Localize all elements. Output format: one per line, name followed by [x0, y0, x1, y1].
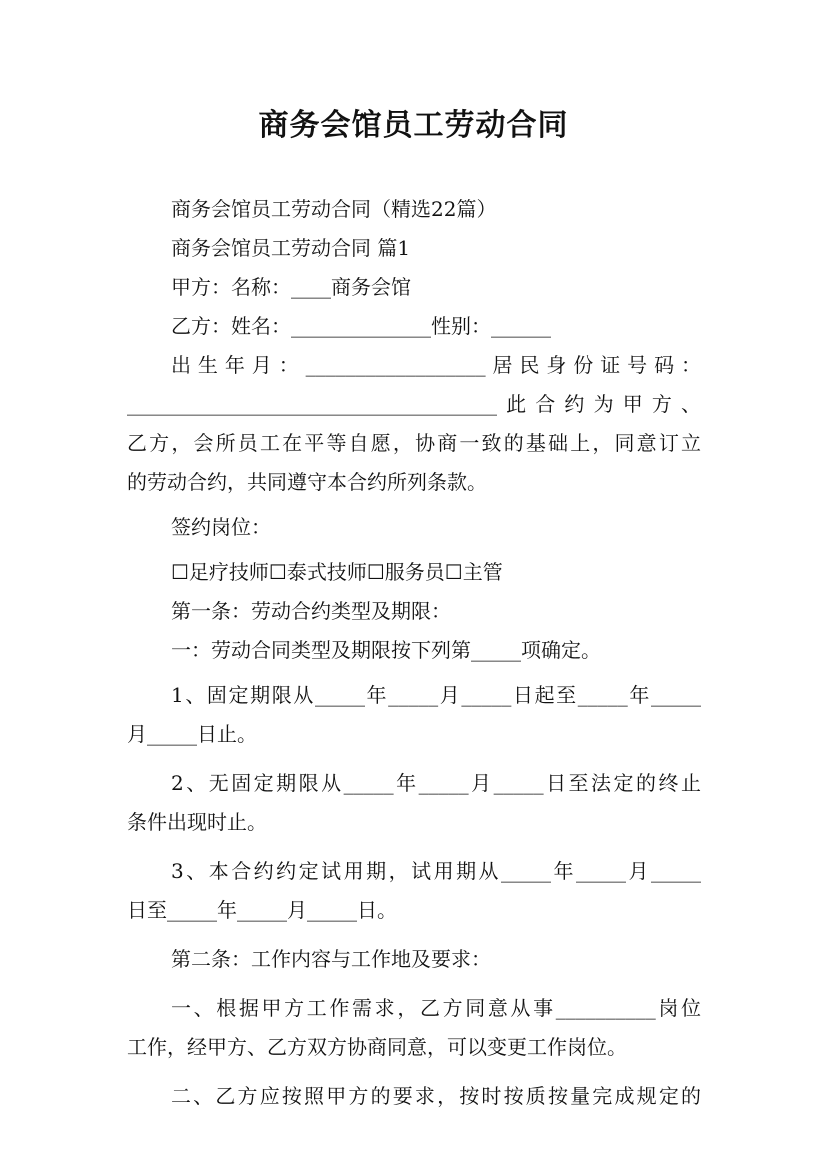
document-body	[127, 190, 701, 1116]
subtitle-line: 商务会馆员工劳动合同（精选22篇）	[171, 197, 497, 221]
post-label: 签约岗位：	[171, 515, 271, 539]
party-a-line: 甲方：名称：____商务会馆	[171, 275, 411, 299]
post-options: ☐足疗技师☐泰式技师☐服务员☐主管	[171, 560, 503, 584]
paragraph-line: 工作，经甲方、乙方双方协商同意，可以变更工作岗位。	[127, 1035, 627, 1059]
paragraph-line: 条件出现时止。	[127, 810, 267, 834]
paragraph-line: 乙方，会所员工在平等自愿，协商一致的基础上，同意订立	[127, 431, 701, 455]
paragraph-line: 1、固定期限从_____年_____月_____日起至_____年_____	[171, 683, 701, 707]
paragraph-line: 3、本合约约定试用期，试用期从_____年_____月_____	[171, 859, 701, 883]
paragraph-line: 一：劳动合同类型及期限按下列第_____项确定。	[171, 638, 601, 662]
document-title: 商务会馆员工劳动合同	[258, 108, 569, 143]
article-heading: 第一条：劳动合约类型及期限：	[171, 599, 451, 623]
party-b-line: 乙方：姓名：______________性别：______	[171, 314, 551, 338]
paragraph-line: 一、根据甲方工作需求，乙方同意从事__________岗位	[171, 996, 701, 1020]
birth-id-line: 出生年月：__________________居民身份证号码：	[171, 353, 701, 377]
paragraph-line: 的劳动合约，共同遵守本合约所列条款。	[127, 470, 487, 494]
section-heading: 商务会馆员工劳动合同 篇1	[171, 236, 411, 260]
paragraph-line: 月_____日止。	[127, 722, 257, 746]
paragraph-line: 2、无固定期限从_____年_____月_____日至法定的终止	[171, 771, 701, 795]
paragraph-line: 日至_____年_____月_____日。	[127, 898, 397, 922]
paragraph-line: 二、乙方应按照甲方的要求，按时按质按量完成规定的	[171, 1084, 701, 1108]
paragraph-line: _____________________________________此合约为甲方、	[127, 392, 701, 416]
article-heading: 第二条：工作内容与工作地及要求：	[171, 947, 491, 971]
